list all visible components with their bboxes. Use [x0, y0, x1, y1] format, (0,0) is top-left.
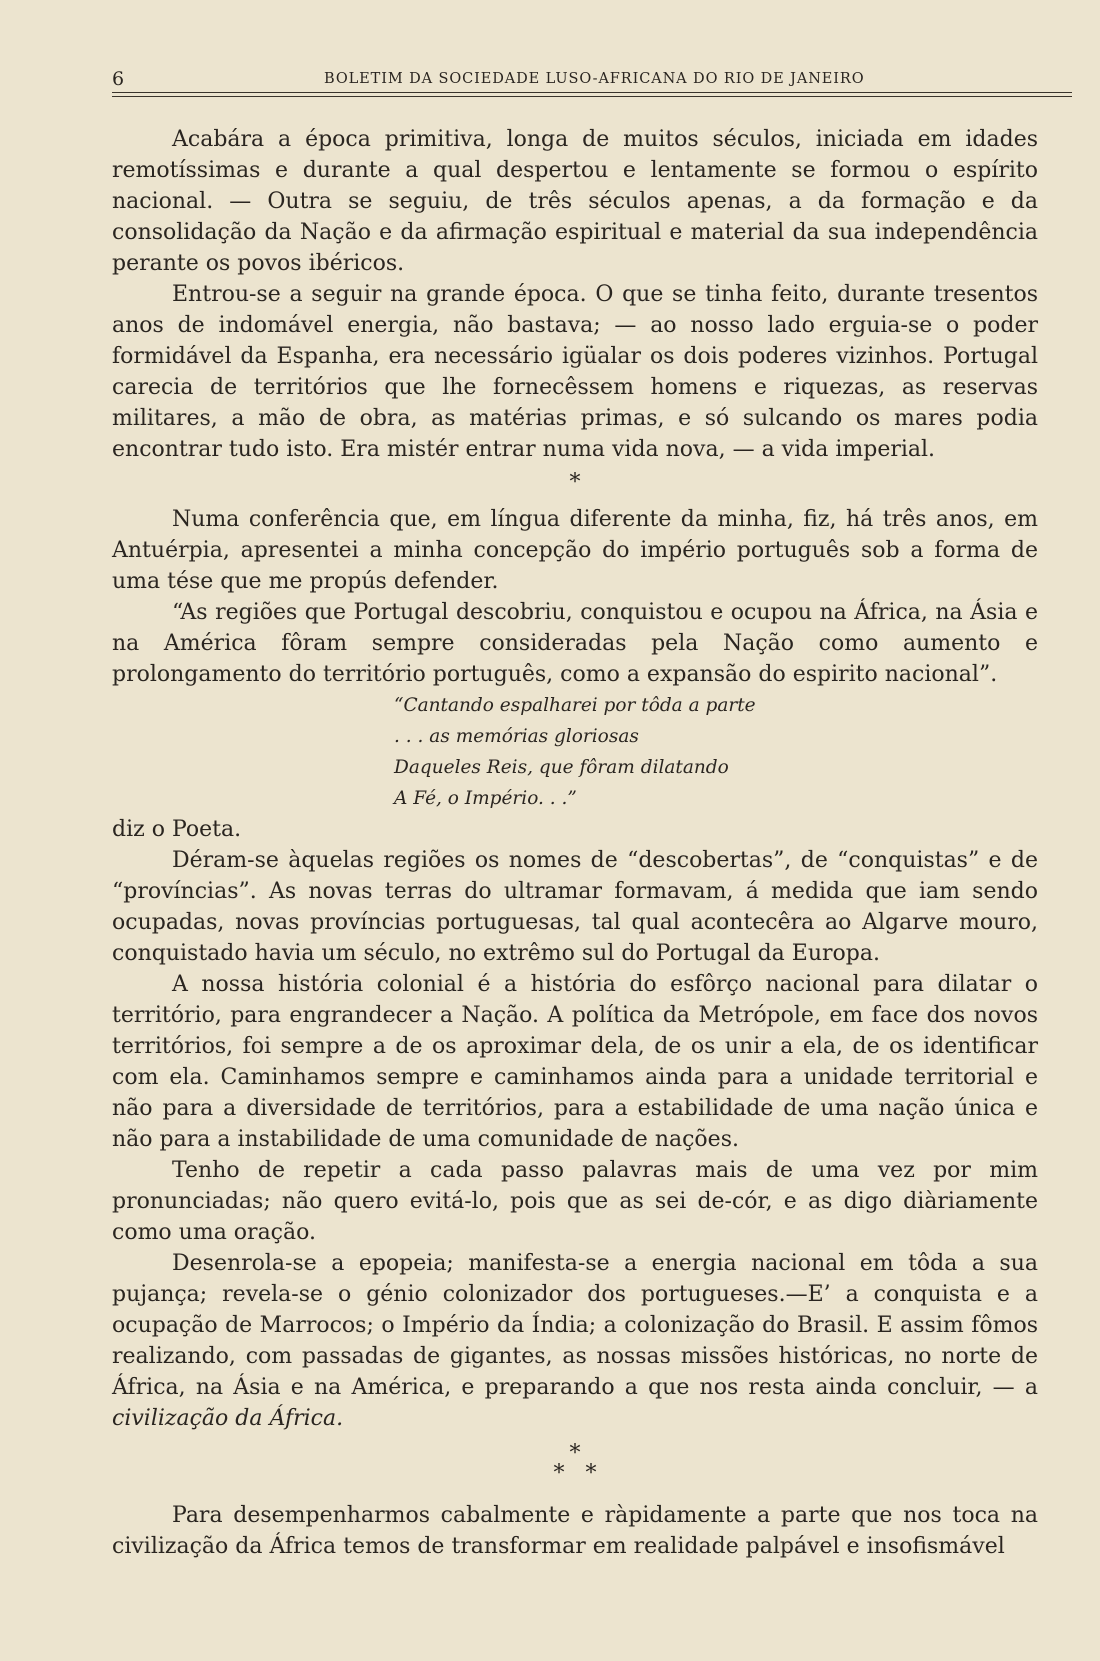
- asterism-bottom: * *: [553, 1461, 597, 1486]
- asterism-separator: [112, 1441, 1038, 1488]
- paragraph-9-text: Desenrola-se a epopeia; manifesta-se a energia nacional em tôda a sua pujança; revela-se o génio colonizador dos portugueses.—E’ a conquista e a ocupação de Marrocos; o Império da Índia; a colonização do Brasil. E assim fômos realizando, com passadas de gigantes, as nossas missões históricas, no norte de África, na Ásia e na América, e preparando a que nos resta ainda concluir, — a: [112, 1251, 1038, 1400]
- paragraph-1: Acabára a época primitiva, longa de muitos séculos, iniciada em idades remotíssimas e durante a qual despertou e lentamente se formou o espírito nacional. — Outra se seguiu, de três séculos apenas, a da formação e da consolidação da Nação e da afirmação espiritual e material da sua independência perante os povos ibéricos.: [112, 127, 1038, 276]
- article-body: [112, 124, 1038, 1562]
- paragraph-7: A nossa história colonial é a história do esfôrço nacional para dilatar o território, para engrandecer a Nação. A política da Metrópole, em face dos novos territórios, foi sempre a de os aproximar dela, de os unir a ela, de os identificar com ela. Caminhamos sempre e caminhamos ainda para a unidade territorial e não para a diversidade de territórios, para a estabilidade de uma nação única e não para a instabilidade de uma comunidade de nações.: [112, 972, 1038, 1152]
- page-header: [112, 68, 1072, 90]
- paragraph-10: Para desempenharmos cabalmente e ràpidamente a parte que nos toca na civilização da África temos de transformar em realidade palpável e insofismável: [112, 1503, 1038, 1559]
- header-rule-bottom: [112, 96, 1072, 97]
- paragraph-8: Tenho de repetir a cada passo palavras mais de uma vez por mim pronunciadas; não quero evitá-lo, pois que as sei de-cór, e as digo diàriamente como uma oração.: [112, 1158, 1038, 1245]
- paragraph-2: Entrou-se a seguir na grande época. O que se tinha feito, durante tresentos anos de indomável energia, não bastava; — ao nosso lado erguia-se o poder formidável da Espanha, era necessário igüalar os dois poderes vizinhos. Portugal carecia de territórios que lhe fornecêssem homens e riquezas, as reservas militares, a mão de obra, as matérias primas, e só sulcando os mares podia encontrar tudo isto. Era mistér entrar numa vida nova, — a vida imperial.: [112, 282, 1038, 462]
- verse-quote: [394, 690, 1038, 814]
- verse-line: Daqueles Reis, que fôram dilatando: [394, 757, 729, 778]
- paragraph-9: [112, 1248, 1038, 1434]
- paragraph-9-italic: civilização da África.: [112, 1406, 344, 1431]
- running-title: BOLETIM DA SOCIEDADE LUSO-AFRICANA DO RIO DE JANEIRO: [324, 71, 865, 87]
- paragraph-5: diz o Poeta.: [112, 817, 242, 842]
- verse-line: A Fé, o Império. . .”: [394, 788, 577, 809]
- verse-line: “Cantando espalharei por tôda a parte: [394, 695, 756, 716]
- header-rule-top: [112, 92, 1072, 93]
- paragraph-6: Déram-se àquelas regiões os nomes de “descobertas”, de “conquistas” e de “províncias”. As novas terras do ultramar formavam, á medida que iam sendo ocupadas, novas províncias portuguesas, tal qual acontecêra ao Algarve mouro, conquistado havia um século, no extrêmo sul do Portugal da Europa.: [112, 848, 1038, 966]
- page-number: 6: [112, 68, 125, 90]
- section-separator: *: [569, 470, 581, 495]
- verse-line: . . . as memórias gloriosas: [394, 726, 639, 747]
- asterism-top: *: [569, 1441, 581, 1466]
- paragraph-3: Numa conferência que, em língua diferente da minha, fiz, há três anos, em Antuérpia, apresentei a minha concepção do império português sob a forma de uma tése que me propús defender.: [112, 507, 1038, 594]
- paragraph-4: “As regiões que Portugal descobriu, conquistou e ocupou na África, na Ásia e na América fôram sempre consideradas pela Nação como aumento e prolongamento do território português, como a expansão do espirito nacional”.: [112, 600, 1038, 687]
